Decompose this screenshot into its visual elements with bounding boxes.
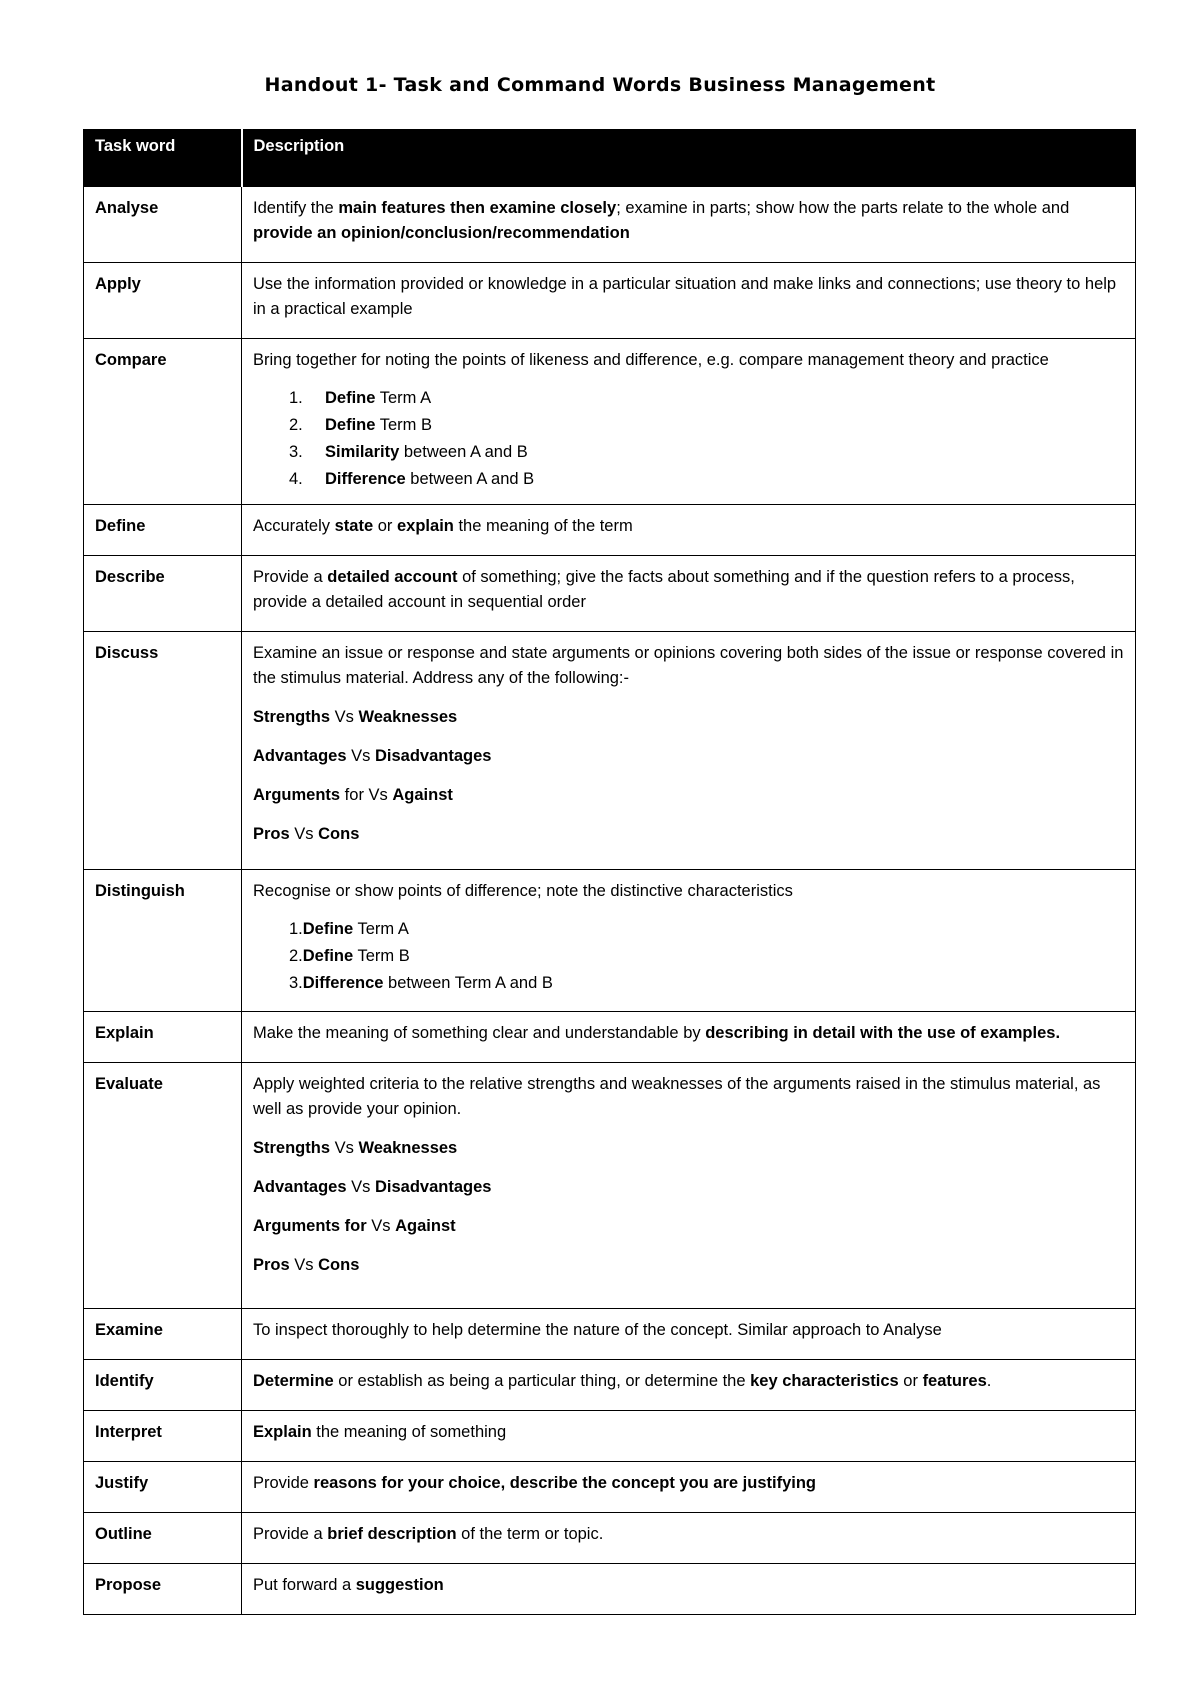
- table-row-define: [84, 505, 1136, 556]
- list-item: 1.Define Term A: [289, 920, 409, 938]
- list-item: 4. Difference between A and B: [289, 470, 535, 488]
- list-item: 2.Define Term B: [289, 947, 410, 965]
- task-word-apply: Apply: [84, 263, 242, 339]
- pair-line: Advantages Vs Disadvantages: [253, 747, 492, 765]
- page-title: Handout 1- Task and Command Words Business Management: [264, 74, 936, 96]
- table-row-interpret: [84, 1411, 1136, 1462]
- table-row-explain: [84, 1012, 1136, 1063]
- description-apply: Use the information provided or knowledge in a particular situation and make links and connections; use theory to help in a practical example: [242, 263, 1136, 339]
- list-item: 3. Similarity between A and B: [289, 443, 528, 461]
- table-row-examine: [84, 1309, 1136, 1360]
- table-row-discuss: [84, 632, 1136, 870]
- table-row-propose: [84, 1564, 1136, 1615]
- task-word-analyse: Analyse: [84, 187, 242, 263]
- task-word-compare: Compare: [84, 339, 242, 505]
- description-propose: Put forward a suggestion: [242, 1564, 1136, 1615]
- description-justify: Provide reasons for your choice, describe the concept you are justifying: [242, 1462, 1136, 1513]
- table-row-justify: [84, 1462, 1136, 1513]
- list-item: 2. Define Term B: [289, 416, 432, 434]
- table-header-row: [84, 130, 1136, 187]
- description-interpret: Explain the meaning of something: [242, 1411, 1136, 1462]
- pair-line: Strengths Vs Weaknesses: [253, 1139, 458, 1157]
- pair-line: Strengths Vs Weaknesses: [253, 708, 458, 726]
- table-row-outline: [84, 1513, 1136, 1564]
- pair-line: Pros Vs Cons: [253, 1256, 360, 1274]
- description-describe: Provide a detailed account of something; give the facts about something and if the question refers to a process, provide a detailed account in sequential order: [242, 556, 1136, 632]
- description-discuss: Examine an issue or response and state arguments or opinions covering both sides of the issue or response covered in the stimulus material. Address any of the following:- Strengths Vs Weaknesses Advantages Vs Disadvantages Arguments for Vs Against Pros Vs Cons: [242, 632, 1136, 870]
- task-word-explain: Explain: [84, 1012, 242, 1063]
- description-examine: To inspect thoroughly to help determine the nature of the concept. Similar approach to Analyse: [242, 1309, 1136, 1360]
- description-explain: Make the meaning of something clear and understandable by describing in detail with the use of examples.: [242, 1012, 1136, 1063]
- pair-line: Arguments for Vs Against: [253, 786, 453, 804]
- description-outline: Provide a brief description of the term or topic.: [242, 1513, 1136, 1564]
- distinguish-steps-list: [253, 916, 1124, 997]
- task-word-outline: Outline: [84, 1513, 242, 1564]
- task-word-evaluate: Evaluate: [84, 1063, 242, 1309]
- table-row-analyse: [84, 187, 1136, 263]
- task-word-distinguish: Distinguish: [84, 870, 242, 1012]
- list-item: 1. Define Term A: [289, 389, 432, 407]
- pair-line: Pros Vs Cons: [253, 825, 360, 843]
- pair-line: Advantages Vs Disadvantages: [253, 1178, 492, 1196]
- description-compare: Bring together for noting the points of likeness and difference, e.g. compare management theory and practice 1. Define Term A 2. Define Term B 3. Similarity between A and B 4. Difference between A and B: [242, 339, 1136, 505]
- task-word-propose: Propose: [84, 1564, 242, 1615]
- task-word-define: Define: [84, 505, 242, 556]
- description-evaluate: Apply weighted criteria to the relative strengths and weaknesses of the arguments raised in the stimulus material, as well as provide your opinion. Strengths Vs Weaknesses Advantages Vs Disadvantages Arguments for Vs Against Pros Vs Cons: [242, 1063, 1136, 1309]
- description-distinguish: Recognise or show points of difference; note the distinctive characteristics 1.Define Term A 2.Define Term B 3.Difference between Term A and B: [242, 870, 1136, 1012]
- table-row-describe: [84, 556, 1136, 632]
- header-task-word: Task word: [84, 130, 242, 187]
- header-description: Description: [242, 130, 1136, 187]
- pair-line: Arguments for Vs Against: [253, 1217, 456, 1235]
- task-word-examine: Examine: [84, 1309, 242, 1360]
- task-word-interpret: Interpret: [84, 1411, 242, 1462]
- list-item: 3.Difference between Term A and B: [289, 974, 553, 992]
- task-word-discuss: Discuss: [84, 632, 242, 870]
- table-row-evaluate: [84, 1063, 1136, 1309]
- description-identify: Determine or establish as being a particular thing, or determine the key characteristics or features.: [242, 1360, 1136, 1411]
- table-row-apply: [84, 263, 1136, 339]
- table-row-distinguish: [84, 870, 1136, 1012]
- compare-steps-list: [253, 385, 1124, 493]
- task-word-describe: Describe: [84, 556, 242, 632]
- task-words-table: [83, 129, 1136, 1615]
- description-define: Accurately state or explain the meaning of the term: [242, 505, 1136, 556]
- table-row-compare: [84, 339, 1136, 505]
- task-word-identify: Identify: [84, 1360, 242, 1411]
- table-row-identify: [84, 1360, 1136, 1411]
- description-analyse: Identify the main features then examine closely; examine in parts; show how the parts relate to the whole and provide an opinion/conclusion/recommendation: [242, 187, 1136, 263]
- task-word-justify: Justify: [84, 1462, 242, 1513]
